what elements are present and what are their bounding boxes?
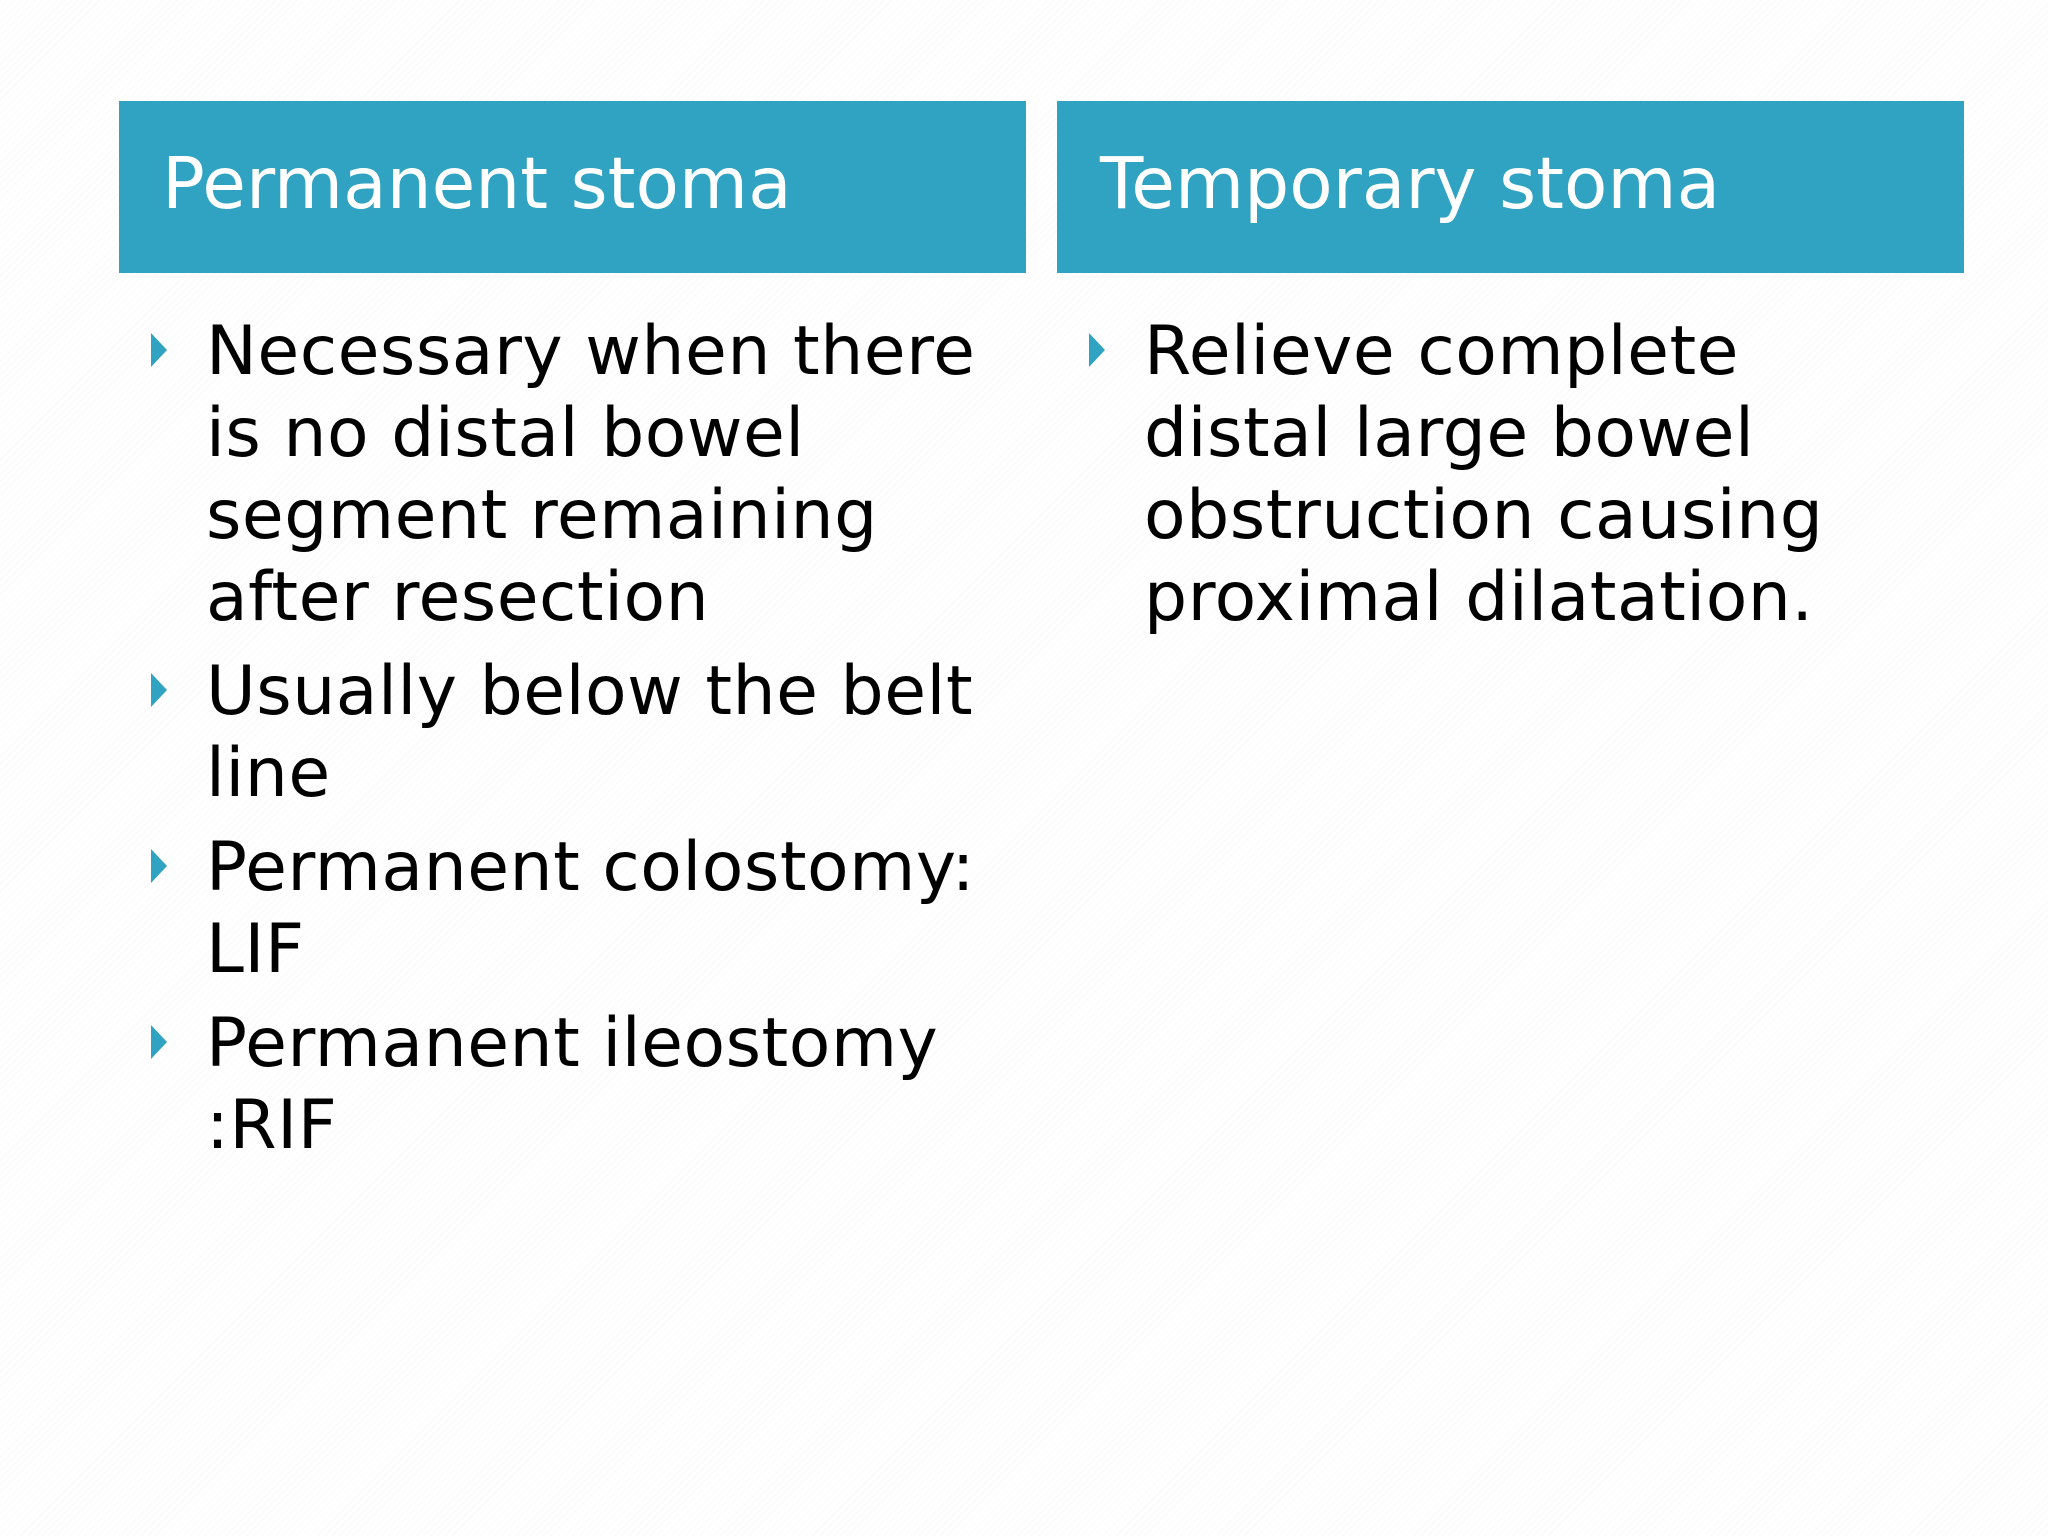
column-temporary-stoma — [1057, 101, 1964, 651]
bullet-list-permanent — [119, 311, 1026, 1167]
bullet-item — [1057, 311, 1964, 639]
bullet-text: Permanent ileostomy :RIF — [206, 1004, 939, 1165]
column-header-temporary: Temporary stoma — [1057, 101, 1964, 273]
bullet-list-temporary — [1057, 311, 1964, 639]
column-header-permanent: Permanent stoma — [119, 101, 1026, 273]
triangle-right-icon — [151, 849, 167, 883]
bullet-item — [119, 827, 1026, 991]
bullet-text: Necessary when there is no distal bowel segment remaining after resection — [206, 312, 976, 637]
bullet-text: Permanent colostomy: LIF — [206, 828, 976, 989]
bullet-text: Relieve complete distal large bowel obstruction causing proximal dilatation. — [1144, 312, 1824, 637]
triangle-right-icon — [151, 333, 167, 367]
bullet-item — [119, 311, 1026, 639]
triangle-right-icon — [1089, 333, 1105, 367]
bullet-item — [119, 1003, 1026, 1167]
bullet-item — [119, 651, 1026, 815]
triangle-right-icon — [151, 1025, 167, 1059]
column-permanent-stoma — [119, 101, 1026, 1179]
triangle-right-icon — [151, 673, 167, 707]
bullet-text: Usually below the belt line — [206, 652, 974, 813]
